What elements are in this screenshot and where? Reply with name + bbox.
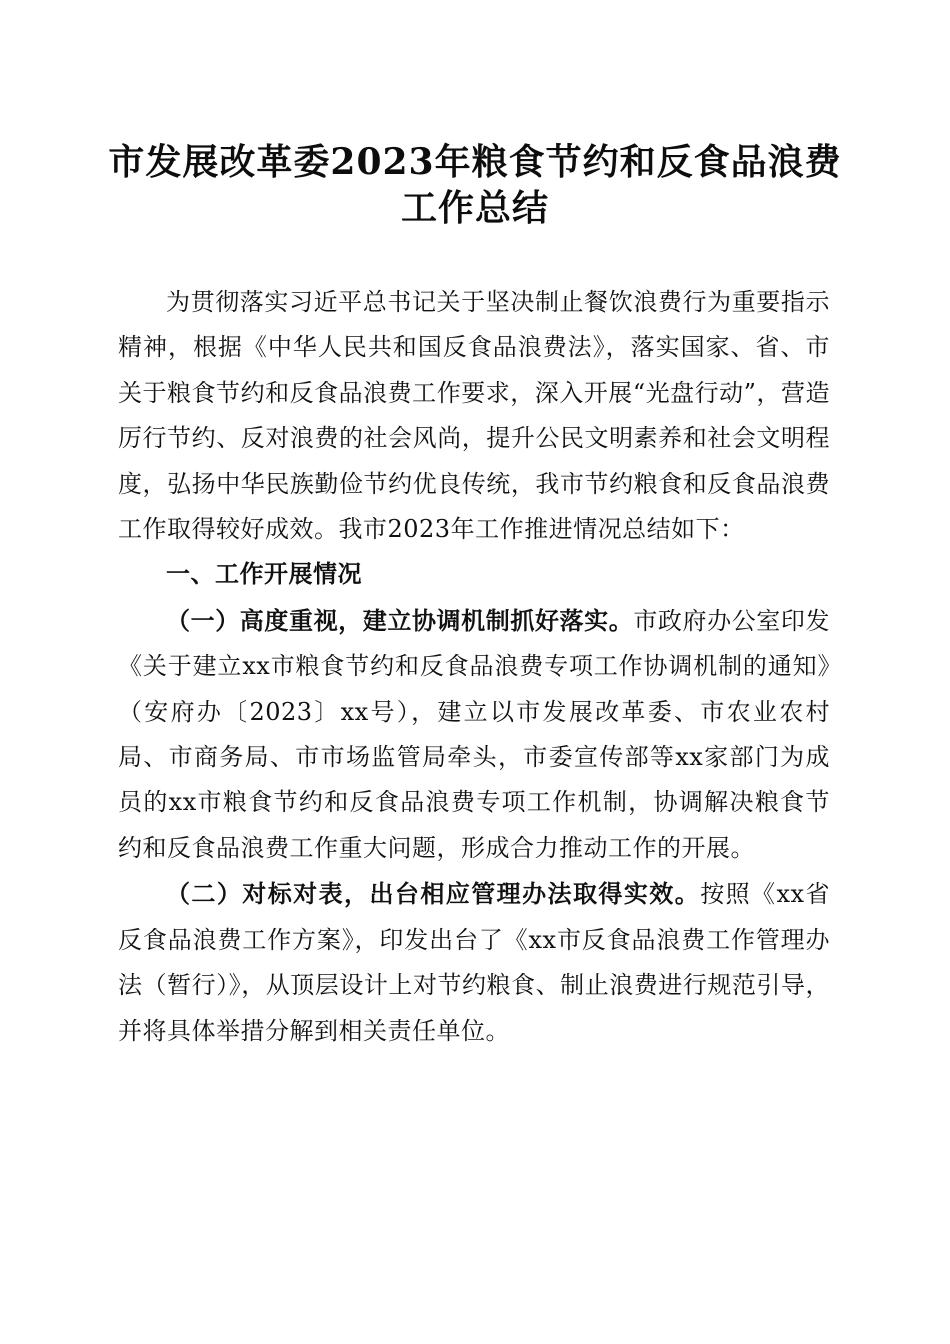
item-1-text: 市政府办公室印发《关于建立xx市粮食节约和反食品浪费专项工作协调机制的通知》（安府办〔2023〕xx号），建立以市发展改革委、市农业农村局、市商务局、市市场监管局牵头，市委宣传部等xx家部门为成员的xx市粮食节约和反食品浪费专项工作机制，协调解决粮食节约和反食品浪费工作重大问题，形成合力推动工作的开展。	[118, 606, 831, 862]
document-title-line-2: 工作总结	[400, 187, 549, 229]
item-2-lead: （二）对标对表，出台相应管理办法取得实效。	[166, 879, 701, 909]
document-body	[118, 280, 830, 1054]
section-heading-work-progress: 一、工作开展情况	[166, 560, 362, 589]
document-title-line-1: 市发展改革委2023年粮食节约和反食品浪费	[108, 141, 842, 183]
item-2-paragraph	[118, 871, 830, 1054]
item-1-paragraph	[118, 598, 830, 871]
item-1-lead: （一）高度重视，建立协调机制抓好落实。	[166, 605, 634, 635]
item-2-text: 按照《xx省反食品浪费工作方案》，印发出台了《xx市反食品浪费工作管理办法（暂行）》，从顶层设计上对节约粮食、制止浪费进行规范引导，并将具体举措分解到相关责任单位。	[118, 880, 831, 1045]
intro-paragraph: 为贯彻落实习近平总书记关于坚决制止餐饮浪费行为重要指示精神，根据《中华人民共和国反食品浪费法》，落实国家、省、市关于粮食节约和反食品浪费工作要求，深入开展“光盘行动”，营造厉行节约、反对浪费的社会风尚，提升公民文明素养和社会文明程度，弘扬中华民族勤俭节约优良传统，我市节约粮食和反食品浪费工作取得较好成效。我市2023年工作推进情况总结如下：	[118, 288, 830, 544]
